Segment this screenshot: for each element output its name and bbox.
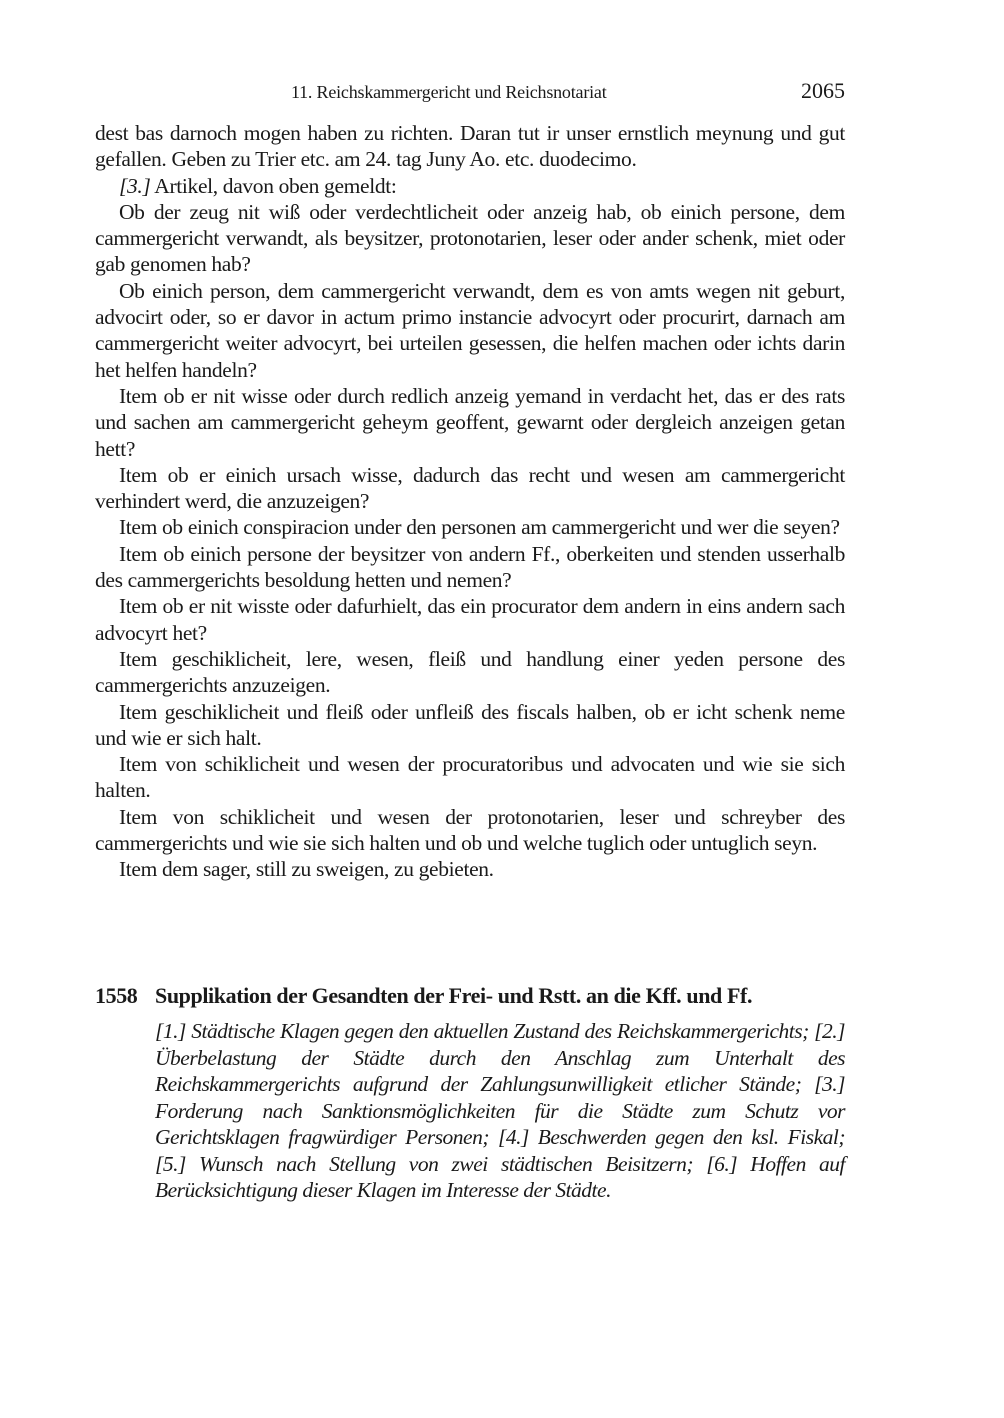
section-intro [95,173,845,199]
body-text [95,120,845,883]
article-paragraph: Ob einich person, dem cammergericht verwandt, dem es von amts wegen nit geburt, advocirt oder, so er davor in actum primo instancie advocyrt oder procurirt, darnach am cammergericht weiter advocyrt, bei urteilen gesessen, die helfen machen oder ichts darin het helfen handeln? [95,278,845,382]
article-paragraph: Item dem sager, still zu sweigen, zu gebieten. [119,857,494,882]
section-label: [3.] [119,173,151,198]
article-paragraph: Item von schiklicheit und wesen der procuratoribus und advocaten und wie sie sich halten. [95,752,845,803]
article-paragraph: Item ob er einich ursach wisse, dadurch das recht und wesen am cammergericht verhindert werd, die anzuzeigen? [95,462,845,514]
entry-number: 1558 [95,983,138,1008]
document-entry [95,982,845,1204]
page-header [95,78,845,108]
article-paragraph: Item ob er nit wisse oder durch redlich anzeig yemand in verdacht het, das er des rats und sachen am cammergericht geheym geoffent, gewarnt oder dergleich anzeigen getan hett? [95,383,845,461]
article-paragraph: Item ob einich conspiracion under den personen am cammergericht und wer die seyen? [119,515,840,540]
entry-summary: [1.] Städtische Klagen gegen den aktuellen Zustand des Reichskammergerichts; [2.] Überbelastung der Städte durch den Anschlag zum Unterhalt des Reichskammergerichts aufgrund der Zahlungsunwilligkeit etlicher Stände; [3.] Forderung nach Sanktionsmöglichkeiten für die Städte zum Schutz vor Gerichtsklagen fragwürdiger Personen; [4.] Beschwerden gegen den ksl. Fiskal; [5.] Wunsch nach Stellung von zwei städtischen Beisitzern; [6.] Hoffen auf Berücksichtigung dieser Klagen im Interesse der Städte. [155,1019,845,1202]
continuation-paragraph: dest bas darnoch mogen haben zu richten. Daran tut ir unser ernstlich meynung und gut gefallen. Geben zu Trier etc. am 24. tag Juny Ao. etc. duodecimo. [95,121,845,172]
article-paragraph: Item ob einich persone der beysitzer von andern Ff., oberkeiten und stenden usserhalb des cammergerichts besoldung hetten und nemen? [95,541,845,593]
article-paragraph: Item geschiklicheit und fleiß oder unfleiß des fiscals halben, ob er icht schenk neme und wie er sich halt. [95,699,845,750]
entry-heading [95,982,845,1010]
article-paragraph: Ob der zeug nit wiß oder verdechtlicheit oder anzeig hab, ob einich persone, dem cammergericht verwandt, als beysitzer, protonotarien, leser oder ander schenk, miet oder gab genomen hab? [95,199,845,277]
page-number: 2065 [801,78,845,103]
section-intro-text: Artikel, davon oben gemeldt: [150,173,397,198]
running-title: 11. Reichskammergericht und Reichsnotariat [291,82,607,102]
article-paragraph: Item geschiklicheit, lere, wesen, fleiß und handlung einer yeden persone des cammergerichts anzuzeigen. [95,646,845,698]
article-paragraph: Item von schiklicheit und wesen der protonotarien, leser und schreyber des cammergerichts und wie sie sich halten und ob und welche tuglich oder untuglich seyn. [95,804,845,856]
entry-title: Supplikation der Gesandten der Frei- und Rstt. an die Kff. und Ff. [155,983,753,1008]
article-paragraph: Item ob er nit wisste oder dafurhielt, das ein procurator dem andern in eins andern sach advocyrt het? [95,594,845,645]
